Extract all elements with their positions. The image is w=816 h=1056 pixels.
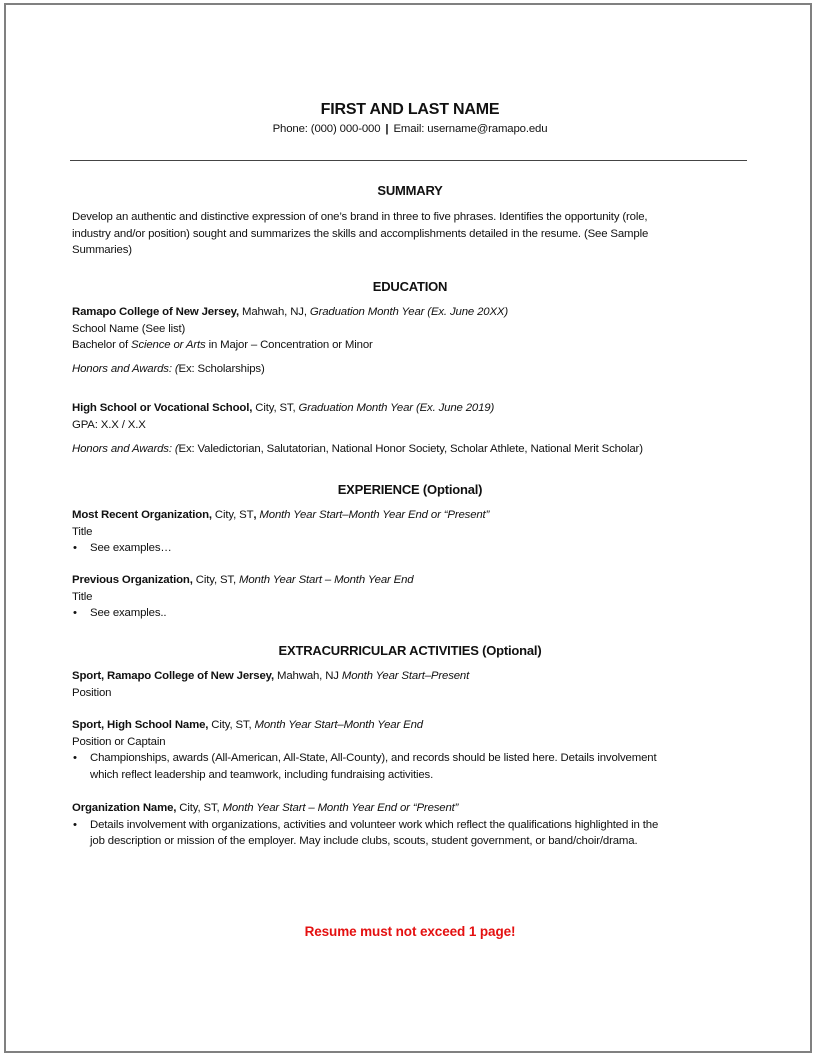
activity-organization: Sport, Ramapo College of New Jersey, <box>72 670 275 682</box>
activity-dates: Month Year Start–Month Year End <box>254 719 423 731</box>
education-entry-college <box>72 304 748 354</box>
honors-value: Ex: Scholarships) <box>178 363 265 375</box>
activity-entry <box>72 717 748 783</box>
activity-location: City, ST, <box>208 719 255 731</box>
bullet-icon: • <box>73 542 77 554</box>
school-name: Ramapo College of New Jersey, <box>72 306 239 318</box>
activity-entry <box>72 800 748 850</box>
bullet-text-line: Championships, awards (All-American, All-State, All-County), and records should be listed here. Details involvement <box>90 752 657 764</box>
bullet-text: See examples.. <box>90 607 167 619</box>
activity-entry <box>72 668 748 701</box>
bullet-item <box>72 817 748 850</box>
activity-location: Mahwah, NJ <box>274 670 342 682</box>
organization-location: City, ST, <box>192 574 240 586</box>
experience-entry-header <box>72 572 748 589</box>
activity-location: City, ST, <box>176 802 223 814</box>
bullet-text: See examples… <box>90 542 172 554</box>
job-title: Title <box>72 525 93 538</box>
bullet-icon: • <box>73 818 77 831</box>
bullet-item <box>72 750 748 783</box>
candidate-name: FIRST AND LAST NAME <box>320 101 500 118</box>
header-divider <box>70 160 747 161</box>
summary-text <box>72 209 748 259</box>
extracurricular-heading: EXTRACURRICULAR ACTIVITIES (Optional) <box>278 643 542 658</box>
job-title: Title <box>72 590 93 603</box>
graduation-date: Graduation Month Year (Ex. June 2019) <box>298 402 495 414</box>
experience-entry <box>72 507 748 557</box>
organization-name: Most Recent Organization, <box>72 509 212 521</box>
bullet-item <box>72 540 748 557</box>
education-entry-header <box>72 304 748 321</box>
education-entry-highschool <box>72 400 748 433</box>
experience-entry <box>72 572 748 622</box>
bullet-item <box>72 605 748 622</box>
highschool-honors <box>72 441 748 458</box>
honors-label: Honors and Awards: ( <box>72 363 179 375</box>
activity-role: Position <box>72 686 112 699</box>
activity-entry-header <box>72 668 748 685</box>
degree-prefix: Bachelor of <box>72 339 131 351</box>
summary-heading: SUMMARY <box>377 183 443 198</box>
summary-line: Summaries) <box>72 244 132 256</box>
bullet-text-line: Details involvement with organizations, activities and volunteer work which reflect the qualifications highlighted in the <box>90 818 659 831</box>
degree-line <box>72 337 748 354</box>
activity-entry-header <box>72 717 748 734</box>
organization-name: Previous Organization, <box>72 574 193 586</box>
education-entry-header <box>72 400 748 417</box>
school-name: High School or Vocational School, <box>72 402 253 414</box>
activity-dates: Month Year Start–Present <box>341 670 470 682</box>
bullet-text-line: which reflect leadership and teamwork, including fundraising activities. <box>90 768 434 781</box>
phone-text: Phone: (000) 000-000 <box>272 123 381 135</box>
activity-entry-header <box>72 800 748 817</box>
degree-major: in Major – Concentration or Minor <box>205 339 373 351</box>
contact-separator: | <box>385 123 389 135</box>
summary-line: industry and/or position) sought and summarizes the skills and accomplishments detailed in the resume. (See Sample <box>72 227 649 240</box>
experience-entry-header <box>72 507 748 524</box>
gpa-line: GPA: X.X / X.X <box>72 418 146 431</box>
employment-dates: Month Year Start–Month Year End or “Present” <box>256 509 490 521</box>
email-text: Email: username@ramapo.edu <box>393 123 548 135</box>
activity-role: Position or Captain <box>72 735 166 748</box>
school-location: City, ST, <box>252 402 299 414</box>
experience-heading: EXPERIENCE (Optional) <box>337 482 483 497</box>
college-honors <box>72 361 748 378</box>
bullet-icon: • <box>73 752 77 764</box>
graduation-date: Graduation Month Year (Ex. June 20XX) <box>309 306 508 318</box>
page-limit-warning: Resume must not exceed 1 page! <box>304 924 516 939</box>
school-subline: School Name (See list) <box>72 322 186 335</box>
degree-type: Science or Arts <box>131 339 206 351</box>
contact-line <box>72 121 748 138</box>
activity-organization: Organization Name, <box>72 802 177 814</box>
employment-dates: Month Year Start – Month Year End <box>239 574 414 586</box>
activity-organization: Sport, High School Name, <box>72 719 209 731</box>
education-heading: EDUCATION <box>372 279 448 294</box>
bullet-icon: • <box>73 607 77 619</box>
school-location: Mahwah, NJ, <box>239 306 310 318</box>
summary-line: Develop an authentic and distinctive expression of one’s brand in three to five phrases. Identifies the opportunity (role, <box>72 211 648 223</box>
location-comma: , <box>253 509 257 521</box>
organization-location: City, ST <box>211 509 254 521</box>
activity-dates: Month Year Start – Month Year End or “Present” <box>222 802 459 814</box>
bullet-text-line: job description or mission of the employer. May include clubs, scouts, student government, or band/choir/drama. <box>90 835 638 847</box>
honors-value: Ex: Valedictorian, Salutatorian, National Honor Society, Scholar Athlete, National Merit Scholar) <box>178 443 643 455</box>
honors-label: Honors and Awards: ( <box>72 443 179 455</box>
